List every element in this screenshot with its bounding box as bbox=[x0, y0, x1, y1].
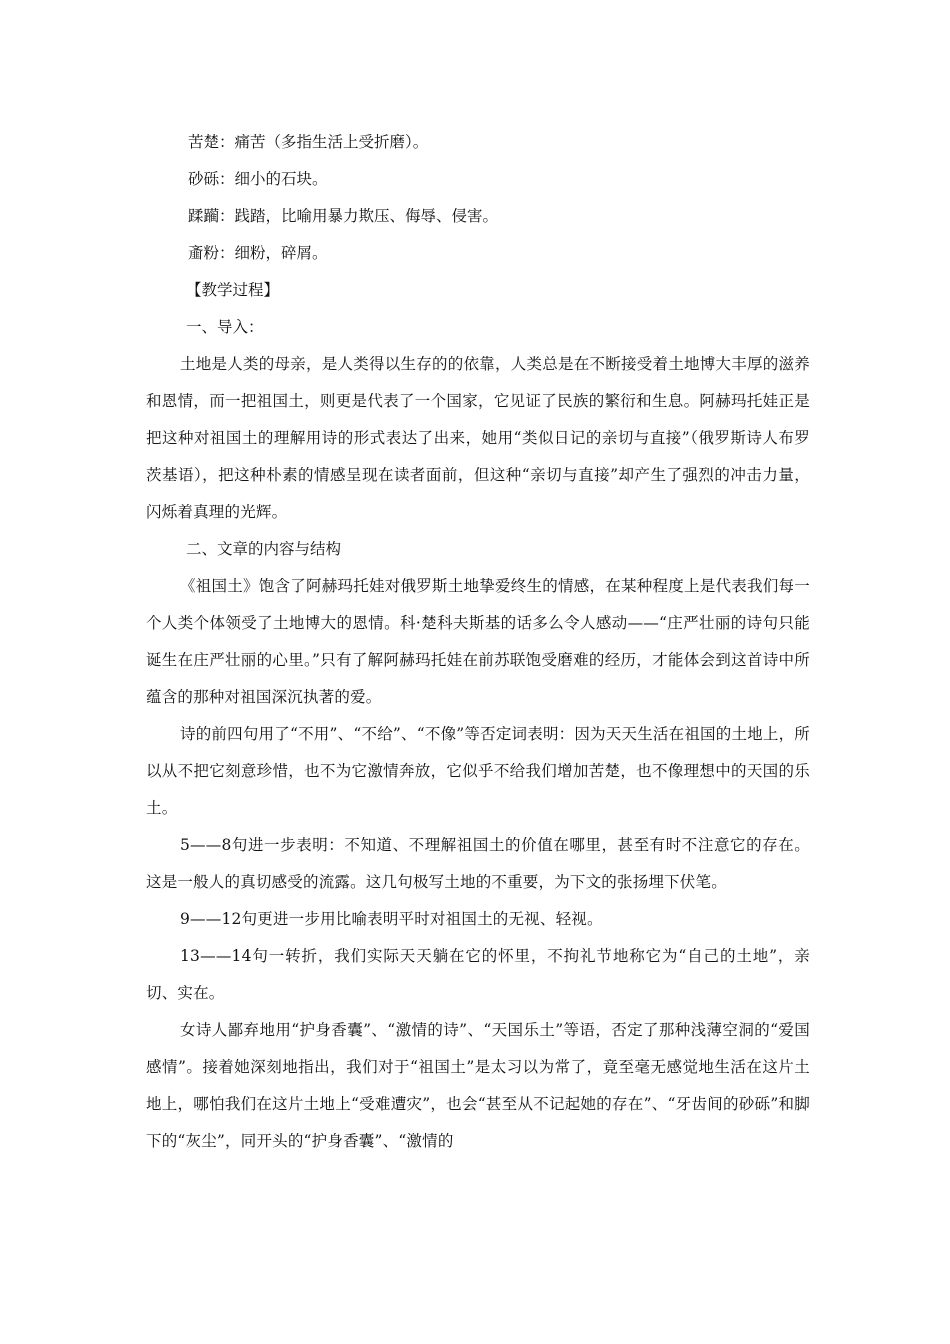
paragraph-body-4: 9——12句更进一步用比喻表明平时对祖国土的无视、轻视。 bbox=[180, 910, 603, 928]
paragraph-body-6: 女诗人鄙弃地用“护身香囊”、“激情的诗”、“天国乐土”等语，否定了那种浅薄空洞的“爱国感情”。接着她深刻地指出，我们对于“祖国土”是太习以为常了，竟至毫无感觉地生活在这片土地上，哪怕我们在这片土地上“受难遭灾”，也会“甚至从不记起她的存在”、“牙齿间的砂砾”和脚下的“灰尘”，同开头的“护身香囊”、“激情的 bbox=[146, 1021, 810, 1150]
document-body bbox=[146, 124, 810, 1160]
paragraph-body-2: 诗的前四句用了“不用”、“不给”、“不像”等否定词表明：因为天天生活在祖国的土地上，所以从不把它刻意珍惜，也不为它激情奔放，它似乎不给我们增加苦楚，也不像理想中的天国的乐土。 bbox=[146, 725, 810, 817]
definition-rouyin: 蹂躏：践踏，比喻用暴力欺压、侮辱、侵害。 bbox=[188, 207, 499, 225]
paragraph-body-5: 13——14句一转折，我们实际天天躺在它的怀里，不拘礼节地称它为“自己的土地”，亲切、实在。 bbox=[146, 947, 810, 1002]
paragraph-introduction: 土地是人类的母亲，是人类得以生存的的依靠，人类总是在不断接受着土地博大丰厚的滋养和恩情，而一把祖国土，则更是代表了一个国家，它见证了民族的繁衍和生息。阿赫玛托娃正是把这种对祖国土的理解用诗的形式表达了出来，她用“类似日记的亲切与直接”（俄罗斯诗人布罗茨基语），把这种朴素的情感呈现在读者面前，但这种“亲切与直接”却产生了强烈的冲击力量，闪烁着真理的光辉。 bbox=[146, 355, 810, 521]
section-teaching-process: 【教学过程】 bbox=[186, 281, 280, 299]
definition-jifen: 齑粉：细粉，碎屑。 bbox=[188, 244, 328, 262]
heading-introduction: 一、导入： bbox=[186, 318, 264, 336]
paragraph-body-1: 《祖国土》饱含了阿赫玛托娃对俄罗斯土地挚爱终生的情感，在某种程度上是代表我们每一个人类个体领受了土地博大的恩情。科·楚科夫斯基的话多么令人感动——“庄严壮丽的诗句只能诞生在庄严壮丽的心里。”只有了解阿赫玛托娃在前苏联饱受磨难的经历，才能体会到这首诗中所蕴含的那种对祖国深沉执著的爱。 bbox=[146, 577, 810, 706]
definition-kuchu: 苦楚：痛苦（多指生活上受折磨）。 bbox=[188, 133, 429, 151]
paragraph-body-3: 5——8句进一步表明：不知道、不理解祖国土的价值在哪里，甚至有时不注意它的存在。这是一般人的真切感受的流露。这几句极写土地的不重要，为下文的张扬埋下伏笔。 bbox=[146, 836, 810, 891]
heading-content-structure: 二、文章的内容与结构 bbox=[186, 540, 342, 558]
definition-shali: 砂砾：细小的石块。 bbox=[188, 170, 328, 188]
